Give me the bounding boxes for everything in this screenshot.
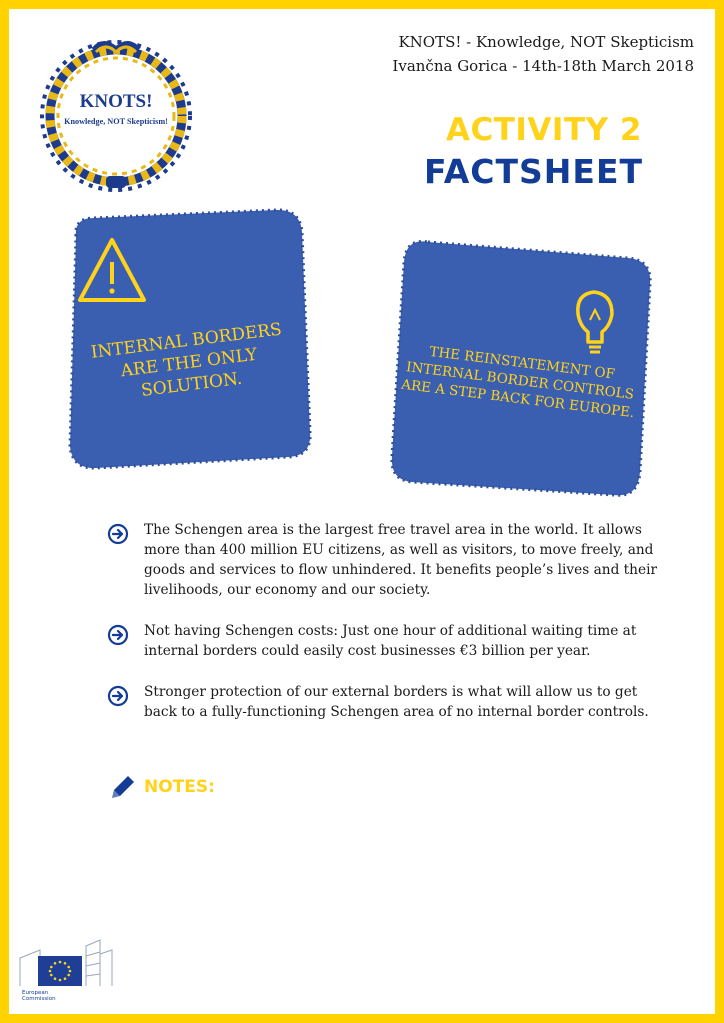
- european-commission-label: [22, 990, 56, 1002]
- ec-line-1: European: [22, 990, 49, 996]
- card-reinstatement-text: THE REINSTATEMENT OF INTERNAL BORDER CONTROLS ARE A STEP BACK FOR EUROPE.: [400, 343, 636, 422]
- notes-section: [108, 772, 215, 807]
- knots-logo: [34, 30, 198, 194]
- notes-label: NOTES:: [144, 777, 215, 797]
- arrow-circle-icon: [107, 523, 129, 545]
- activity-title: ACTIVITY 2: [446, 112, 642, 148]
- fact-text: The Schengen area is the largest free travel area in the world. It allows more than 400 million EU citizens, as well as visitors, to move freely, and goods and services to flow unhindered. It benefits people’s lives and their livelihoods, our economy and our society.: [144, 522, 658, 598]
- card-internal-borders-text: INTERNAL BORDERS ARE THE ONLY SOLUTION.: [89, 319, 283, 401]
- ec-line-2: Commission: [22, 996, 56, 1002]
- fact-text: Stronger protection of our external borders is what will allow us to get back to a fully-functioning Schengen area of no internal border controls.: [144, 684, 649, 720]
- header-line-1: KNOTS! - Knowledge, NOT Skepticism: [398, 33, 694, 51]
- logo-subtitle: Knowledge, NOT Skepticism!: [64, 117, 168, 126]
- pencil-icon: [108, 772, 136, 802]
- factsheet-title: FACTSHEET: [424, 152, 644, 191]
- header-line-2: Ivančna Gorica - 14th-18th March 2018: [392, 57, 694, 75]
- fact-item: [106, 682, 666, 722]
- logo-title: KNOTS!: [79, 91, 153, 112]
- header-info: [392, 30, 694, 78]
- arrow-circle-icon: [107, 685, 129, 707]
- fact-list: [106, 520, 666, 743]
- fact-item: [106, 520, 666, 600]
- fact-item: [106, 621, 666, 661]
- fact-text: Not having Schengen costs: Just one hour of additional waiting time at internal borders could easily cost businesses €3 billion per year.: [144, 623, 637, 659]
- eu-flag-icon: [38, 956, 82, 986]
- arrow-circle-icon: [107, 624, 129, 646]
